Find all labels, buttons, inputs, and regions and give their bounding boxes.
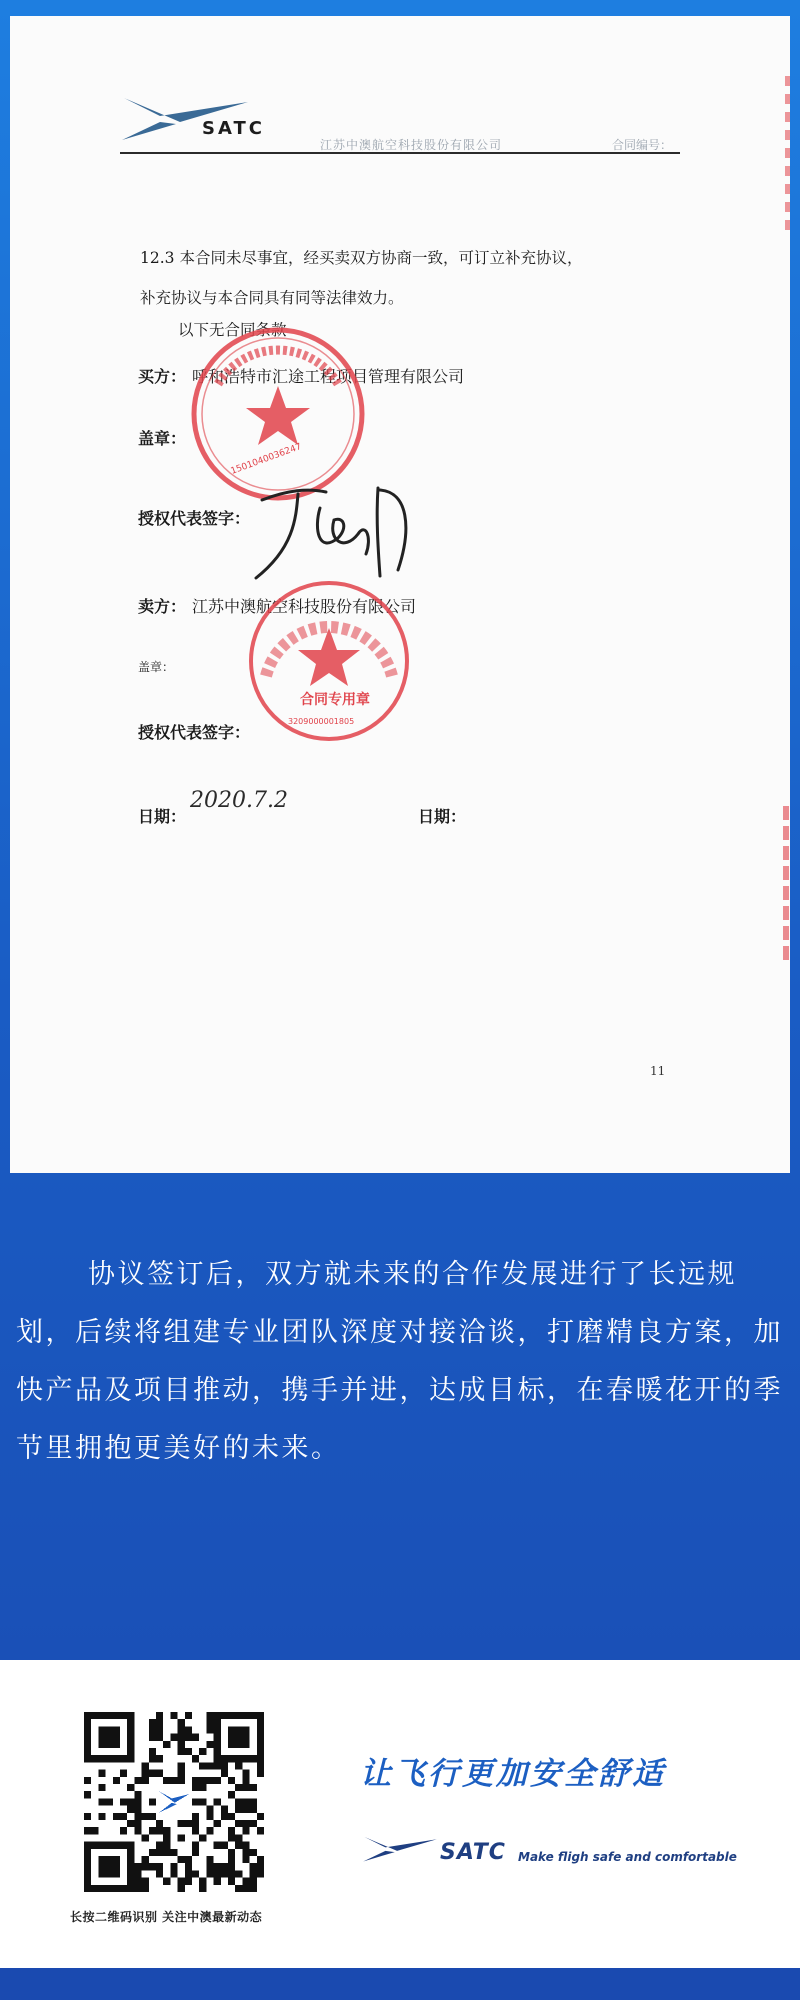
contract-scan — [10, 16, 790, 1173]
contract-number-label: 合同编号： — [612, 138, 673, 152]
handwritten-date: 2020.7.2 — [190, 788, 288, 813]
letterhead-brand: SATC — [202, 118, 265, 139]
letterhead-company: 江苏中澳航空科技股份有限公司 — [320, 138, 503, 152]
slogan: 让飞行更加安全舒适 — [360, 1756, 666, 1792]
satc-plane-logo-icon — [362, 1830, 438, 1866]
seller-rep-label: 授权代表签字： — [138, 723, 251, 742]
seller-contract-seal-icon — [244, 576, 414, 746]
seller-seal-number: 3209000001805 — [288, 717, 355, 726]
letterhead-divider — [120, 152, 680, 154]
qr-caption: 长按二维码识别 关注中澳最新动态 — [70, 1910, 263, 1924]
buyer-label: 买方： — [138, 367, 187, 386]
seller-label: 卖方： — [138, 597, 187, 616]
date-label-2: 日期： — [418, 807, 467, 826]
clause-line-2: 补充协议与本合同具有同等法律效力。 — [140, 289, 404, 307]
buyer-seal-label: 盖章： — [138, 429, 187, 448]
bottom-band — [0, 1968, 800, 2000]
buyer-rep-label: 授权代表签字： — [138, 509, 251, 528]
date-label-1: 日期： — [138, 807, 187, 826]
clause-line-1: 12.3 本合同未尽事宜，经买卖双方协商一致，可订立补充协议， — [140, 249, 583, 267]
buyer-value: 呼和浩特市汇途工程项目管理有限公司 — [192, 367, 465, 386]
clause-line-3: 以下无合同条款 — [178, 321, 287, 339]
handwritten-signature-icon — [248, 478, 428, 588]
edge-seal-fragment-icon — [768, 76, 790, 236]
seller-value: 江苏中澳航空科技股份有限公司 — [192, 597, 417, 616]
edge-seal-fragment-icon — [768, 806, 790, 966]
footer — [0, 1660, 800, 1968]
page-number: 11 — [650, 1064, 666, 1078]
footer-tagline: Make fligh safe and comfortable — [518, 1850, 737, 1864]
qr-code-icon[interactable] — [84, 1712, 264, 1892]
footer-brand: SATC — [440, 1840, 506, 1865]
buyer-seal-number: 1501040036247 — [229, 441, 303, 477]
buyer-company-seal-icon — [188, 324, 368, 504]
seller-seal-type: 合同专用章 — [300, 692, 370, 708]
letterhead — [120, 92, 690, 152]
seller-seal-label: 盖章： — [138, 660, 175, 674]
summary-paragraph: 协议签订后，双方就未来的合作发展进行了长远规划，后续将组建专业团队深度对接洽谈，打磨精良方案，加快产品及项目推动，携手并进，达成目标，在春暖花开的季节里拥抱更美好的未来。 — [16, 1259, 783, 1464]
